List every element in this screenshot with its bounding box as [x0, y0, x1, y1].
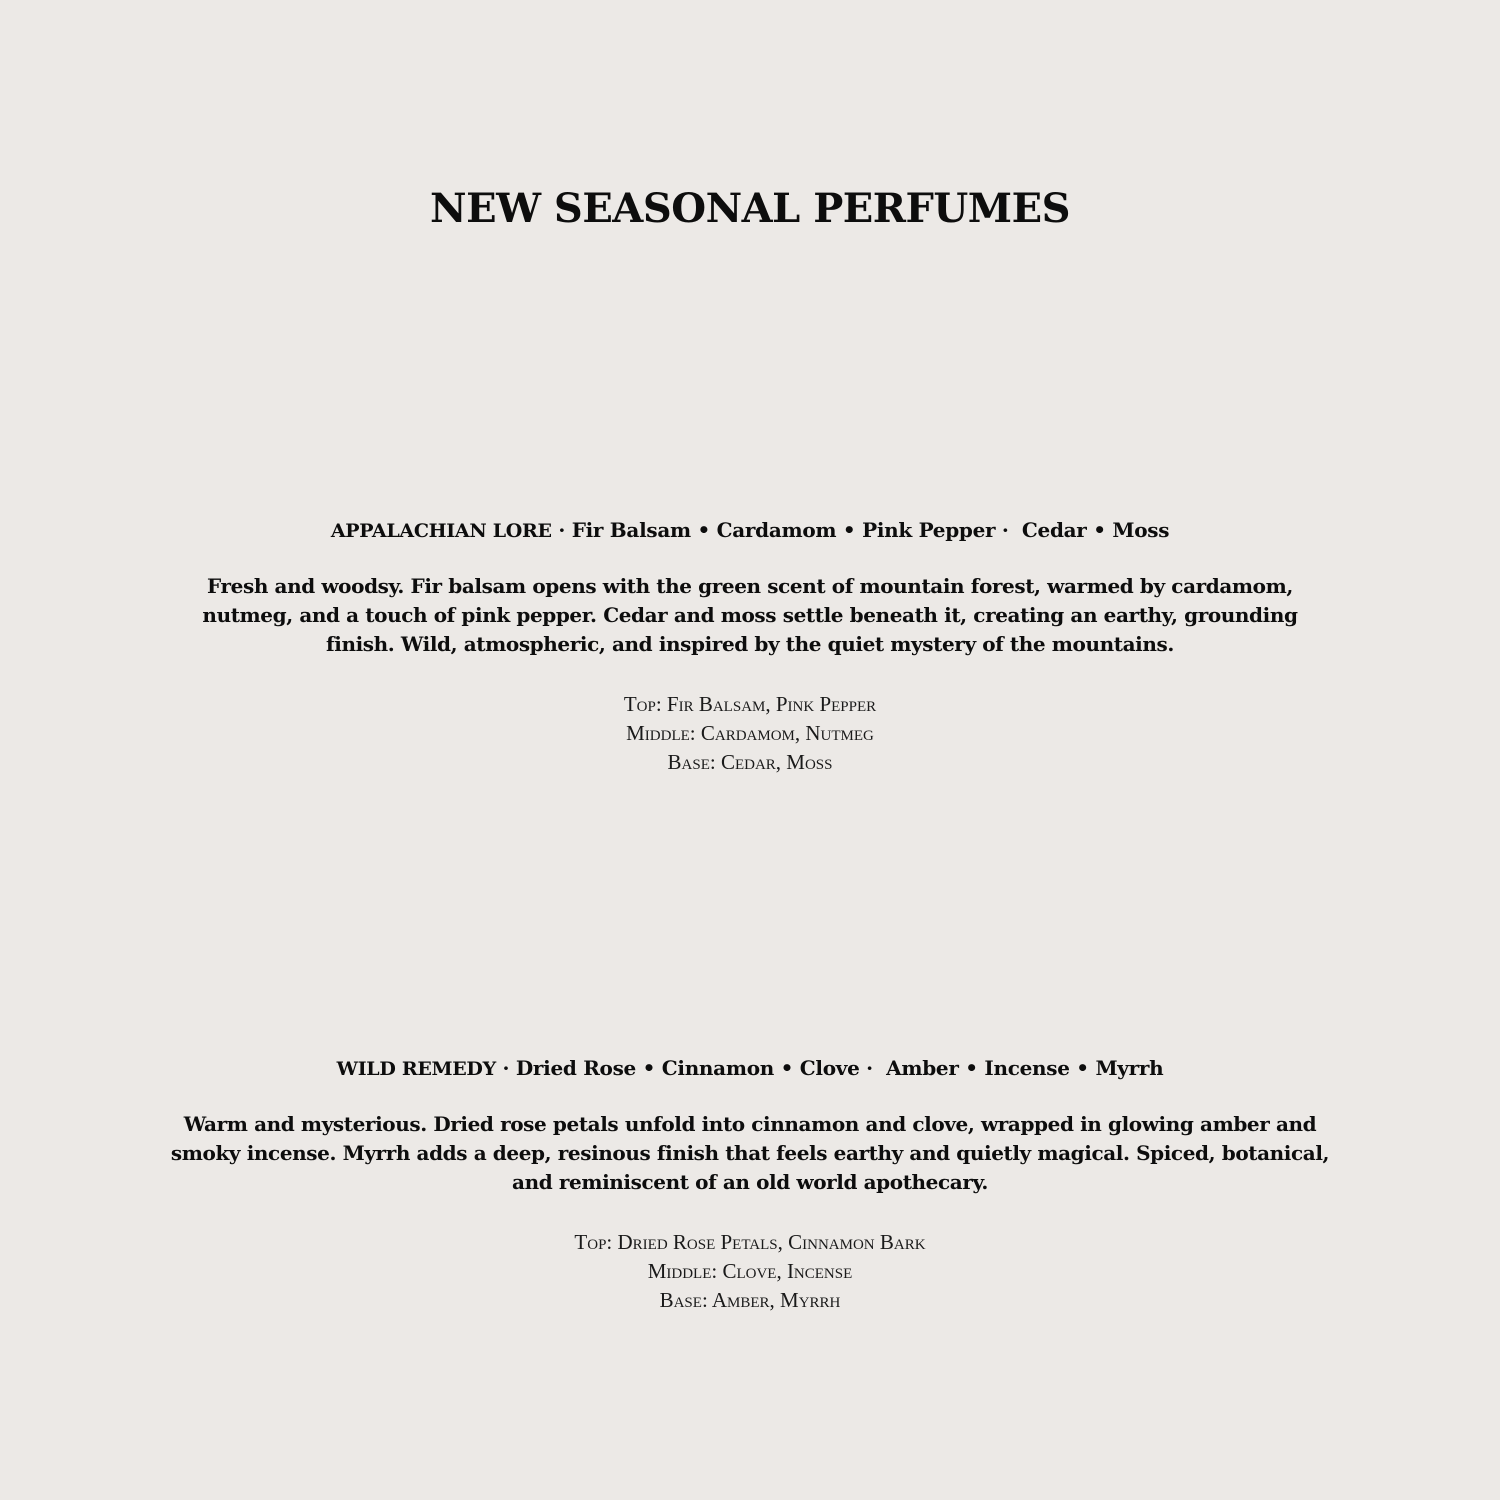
perfume-wild-remedy: [0, 1052, 1500, 1315]
perfume-description: Warm and mysterious. Dried rose petals unfold into cinnamon and clove, wrapped in glowing amber and smoky incense. Myrrh adds a deep, resinous finish that feels earthy and quietly magical. Spiced, botanical, and reminiscent of an old world apothecary.: [170, 1112, 1330, 1194]
perfume-headline: [0, 514, 1500, 547]
note-base: Base: Amber, Myrrh: [659, 1288, 841, 1312]
perfume-name: WILD REMEDY: [336, 1058, 496, 1080]
note-base: Base: Cedar, Moss: [667, 750, 833, 774]
note-middle: Middle: Clove, Incense: [647, 1259, 853, 1283]
notes-list: [0, 690, 1500, 777]
note-top: Top: Dried Rose Petals, Cinnamon Bark: [574, 1230, 926, 1254]
perfume-description: Fresh and woodsy. Fir balsam opens with the green scent of mountain forest, warmed by cardamom, nutmeg, and a touch of pink pepper. Cedar and moss settle beneath it, creating an earthy, grounding finish. Wild, atmospheric, and inspired by the quiet mystery of the mountains.: [202, 574, 1298, 656]
separator: ·: [558, 518, 566, 542]
perfume-headline: [0, 1052, 1500, 1085]
page-title: NEW SEASONAL PERFUMES: [430, 185, 1070, 232]
notes-list: [0, 1228, 1500, 1315]
note-middle: Middle: Cardamom, Nutmeg: [626, 721, 874, 745]
separator: ·: [502, 1056, 510, 1080]
note-top: Top: Fir Balsam, Pink Pepper: [623, 692, 877, 716]
perfume-name: APPALACHIAN LORE: [330, 520, 552, 542]
perfume-appalachian-lore: [0, 514, 1500, 777]
headline-notes: Cedar • Moss: [1021, 518, 1170, 542]
separator: ·: [1001, 518, 1009, 542]
headline-notes: Fir Balsam • Cardamom • Pink Pepper: [571, 518, 996, 542]
separator: ·: [866, 1056, 873, 1080]
headline-notes: Dried Rose • Cinnamon • Clove: [515, 1056, 860, 1080]
headline-notes: Amber • Incense • Myrrh: [886, 1056, 1164, 1080]
